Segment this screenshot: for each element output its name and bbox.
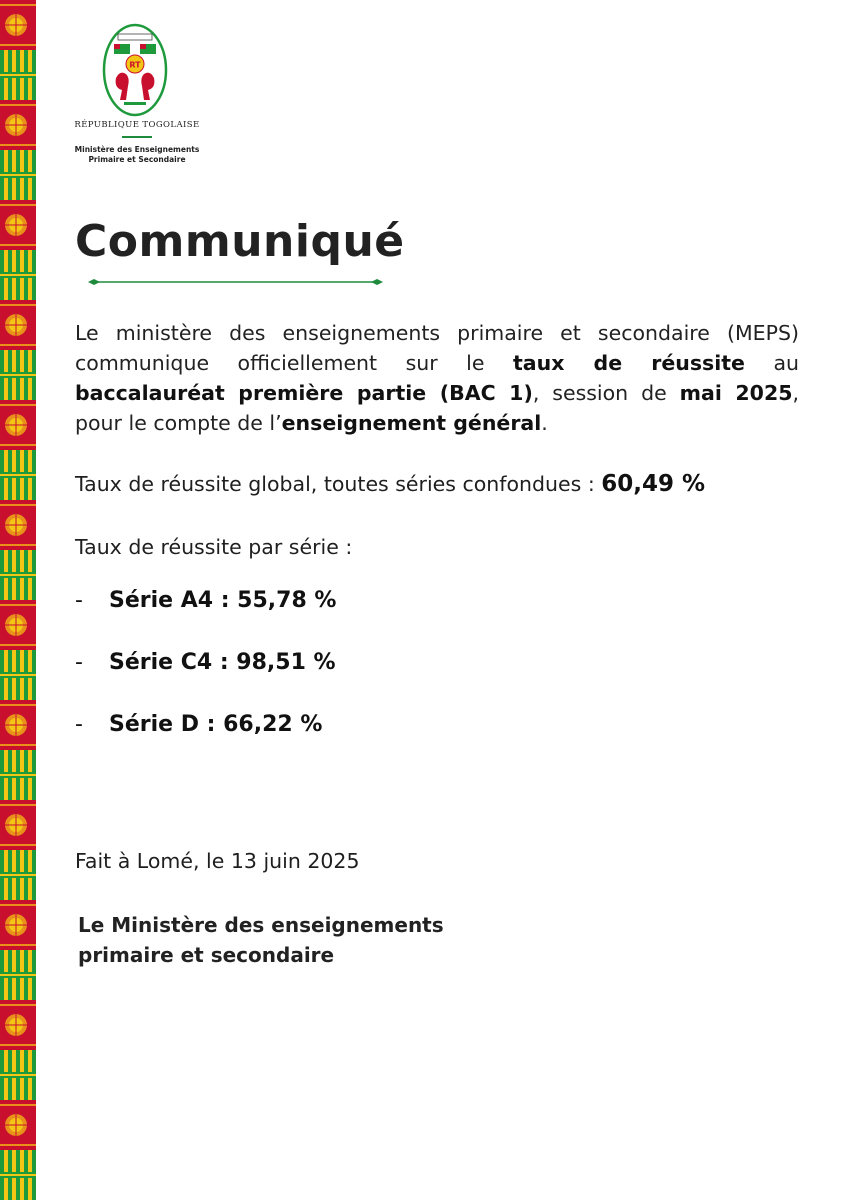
series-a4: Série A4 : 55,78 % bbox=[109, 588, 337, 613]
paragraph-bold-3: mai 2025 bbox=[679, 381, 793, 405]
signature-line-2: primaire et secondaire bbox=[78, 943, 335, 967]
ministry-name bbox=[72, 145, 202, 164]
republic-name: RÉPUBLIQUE TOGOLAISE bbox=[74, 120, 200, 130]
paragraph-text-1: Le ministère des enseignements primaire et secondaire (MEPS) communique officiellement sur le bbox=[75, 321, 799, 375]
emblem-initials: RT bbox=[129, 60, 141, 70]
series-c4: Série C4 : 98,51 % bbox=[109, 650, 336, 675]
ministry-line-2: Primaire et Secondaire bbox=[88, 154, 186, 164]
signature-block bbox=[78, 910, 444, 970]
title-divider bbox=[88, 276, 383, 288]
announcement-paragraph bbox=[75, 318, 799, 438]
global-rate-label: Taux de réussite global, toutes séries confondues : bbox=[75, 472, 602, 496]
list-item bbox=[75, 650, 336, 712]
togo-coat-of-arms-icon bbox=[102, 22, 168, 118]
global-rate bbox=[75, 468, 815, 500]
paragraph-text-3: , session de bbox=[532, 381, 680, 405]
paragraph-bold-2: baccalauréat première partie (BAC 1) bbox=[75, 381, 533, 405]
ministry-line-1: Ministère des Enseignements bbox=[74, 145, 200, 154]
list-item bbox=[75, 588, 336, 650]
list-dash: - bbox=[75, 650, 83, 675]
paragraph-bold-4: enseignement général bbox=[281, 411, 542, 435]
header-divider bbox=[122, 136, 152, 138]
paragraph-text-4: , pour le compte de l’ bbox=[75, 381, 799, 435]
signature-line-1: Le Ministère des enseignements bbox=[78, 913, 444, 937]
series-label: Taux de réussite par série : bbox=[75, 535, 353, 559]
global-rate-value: 60,49 % bbox=[601, 471, 706, 497]
list-dash: - bbox=[75, 712, 83, 737]
kente-border bbox=[0, 0, 36, 1200]
paragraph-text-5: . bbox=[541, 411, 548, 435]
paragraph-text-2: au bbox=[744, 351, 799, 375]
place-date: Fait à Lomé, le 13 juin 2025 bbox=[75, 849, 360, 873]
series-d: Série D : 66,22 % bbox=[109, 712, 323, 737]
paragraph-bold-1: taux de réussite bbox=[512, 351, 745, 375]
series-list bbox=[75, 588, 336, 774]
list-dash: - bbox=[75, 588, 83, 613]
list-item bbox=[75, 712, 336, 774]
page-title: Communiqué bbox=[75, 216, 405, 267]
